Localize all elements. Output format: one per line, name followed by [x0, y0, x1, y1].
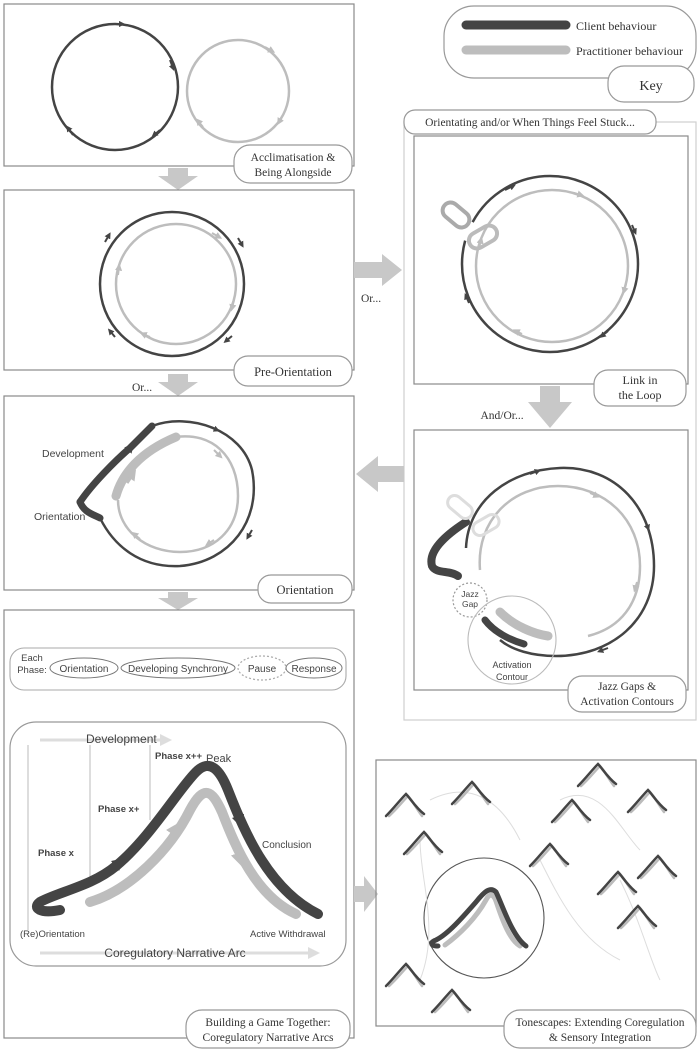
- activation-label-2: Contour: [495, 672, 529, 682]
- chain-link-icon: [439, 199, 500, 251]
- key-title: Key: [639, 79, 663, 94]
- phase-x1-label: Phase x+: [98, 804, 140, 815]
- panel-acclimatisation: [4, 4, 354, 183]
- jazz-gap-label-1: Jazz: [461, 589, 479, 599]
- withdrawal-label: Active Withdrawal: [250, 929, 326, 940]
- peak-label: Peak: [206, 753, 232, 765]
- orientation-orientation-label: Orientation: [34, 511, 86, 523]
- tonescapes-label-1: Tonescapes: Extending Coregulation: [515, 1017, 685, 1029]
- phase-x-label: Phase x: [38, 848, 74, 859]
- panel-link-loop: [414, 136, 688, 406]
- key-practitioner-label: Practitioner behaviour: [576, 44, 683, 58]
- game-label-1: Building a Game Together:: [205, 1017, 331, 1029]
- link-loop-label-1: Link in: [622, 373, 658, 387]
- phase-label-2: Phase:: [17, 665, 47, 676]
- jazz-label-1: Jazz Gaps &: [597, 681, 657, 693]
- jazz-label-2: Activation Contours: [580, 696, 674, 708]
- phase-response: Response: [291, 664, 337, 675]
- pre-orientation-label: Pre-Orientation: [254, 365, 332, 379]
- right-arrow-tonescapes: [354, 876, 378, 912]
- and-or-connector: And/Or...: [480, 410, 524, 422]
- down-arrow-3: [158, 592, 198, 610]
- panel-jazz: [414, 430, 688, 712]
- reorientation-label: (Re)Orientation: [20, 929, 85, 940]
- right-arrow-stuck: [354, 254, 402, 286]
- down-arrow-4: [528, 386, 572, 428]
- phase-x2-label: Phase x++: [155, 751, 203, 762]
- orientation-label: Orientation: [276, 583, 334, 597]
- or-connector-1: Or...: [131, 382, 153, 394]
- stuck-title: Orientating and/or When Things Feel Stuck...: [425, 117, 635, 129]
- phase-developing-synchrony: Developing Synchrony: [127, 664, 229, 675]
- jazz-gap-label-2: Gap: [461, 599, 479, 609]
- game-label-2: Coregulatory Narrative Arcs: [202, 1032, 334, 1044]
- acclimatisation-label-1: Acclimatisation &: [250, 152, 336, 164]
- down-arrow-2: [158, 374, 198, 396]
- phase-label-1: Each: [21, 653, 43, 664]
- or-connector-2: Or...: [360, 293, 382, 305]
- key-box: [444, 6, 696, 102]
- tonescapes-label-2: & Sensory Integration: [548, 1032, 652, 1044]
- phase-pause: Pause: [247, 664, 277, 675]
- narrative-label: Coregulatory Narrative Arc: [104, 946, 246, 960]
- link-loop-label-2: the Loop: [618, 388, 662, 402]
- acclimatisation-label-2: Being Alongside: [254, 167, 332, 179]
- activation-label-1: Activation: [492, 660, 532, 670]
- panel-pre-orientation: [4, 190, 354, 386]
- phase-orientation: Orientation: [59, 664, 109, 675]
- game-development-label: Development: [86, 732, 157, 746]
- key-client-label: Client behaviour: [576, 19, 657, 33]
- panel-game: [4, 610, 354, 1048]
- panel-tonescapes: [376, 760, 696, 1048]
- orientation-development-label: Development: [42, 448, 104, 460]
- tonescape-connections: [420, 792, 660, 980]
- tonescape-mini-arcs: [386, 764, 676, 1012]
- down-arrow-1: [158, 168, 198, 190]
- panel-orientation: [4, 396, 354, 603]
- conclusion-label: Conclusion: [262, 840, 312, 851]
- left-arrow-orientation: [356, 456, 404, 492]
